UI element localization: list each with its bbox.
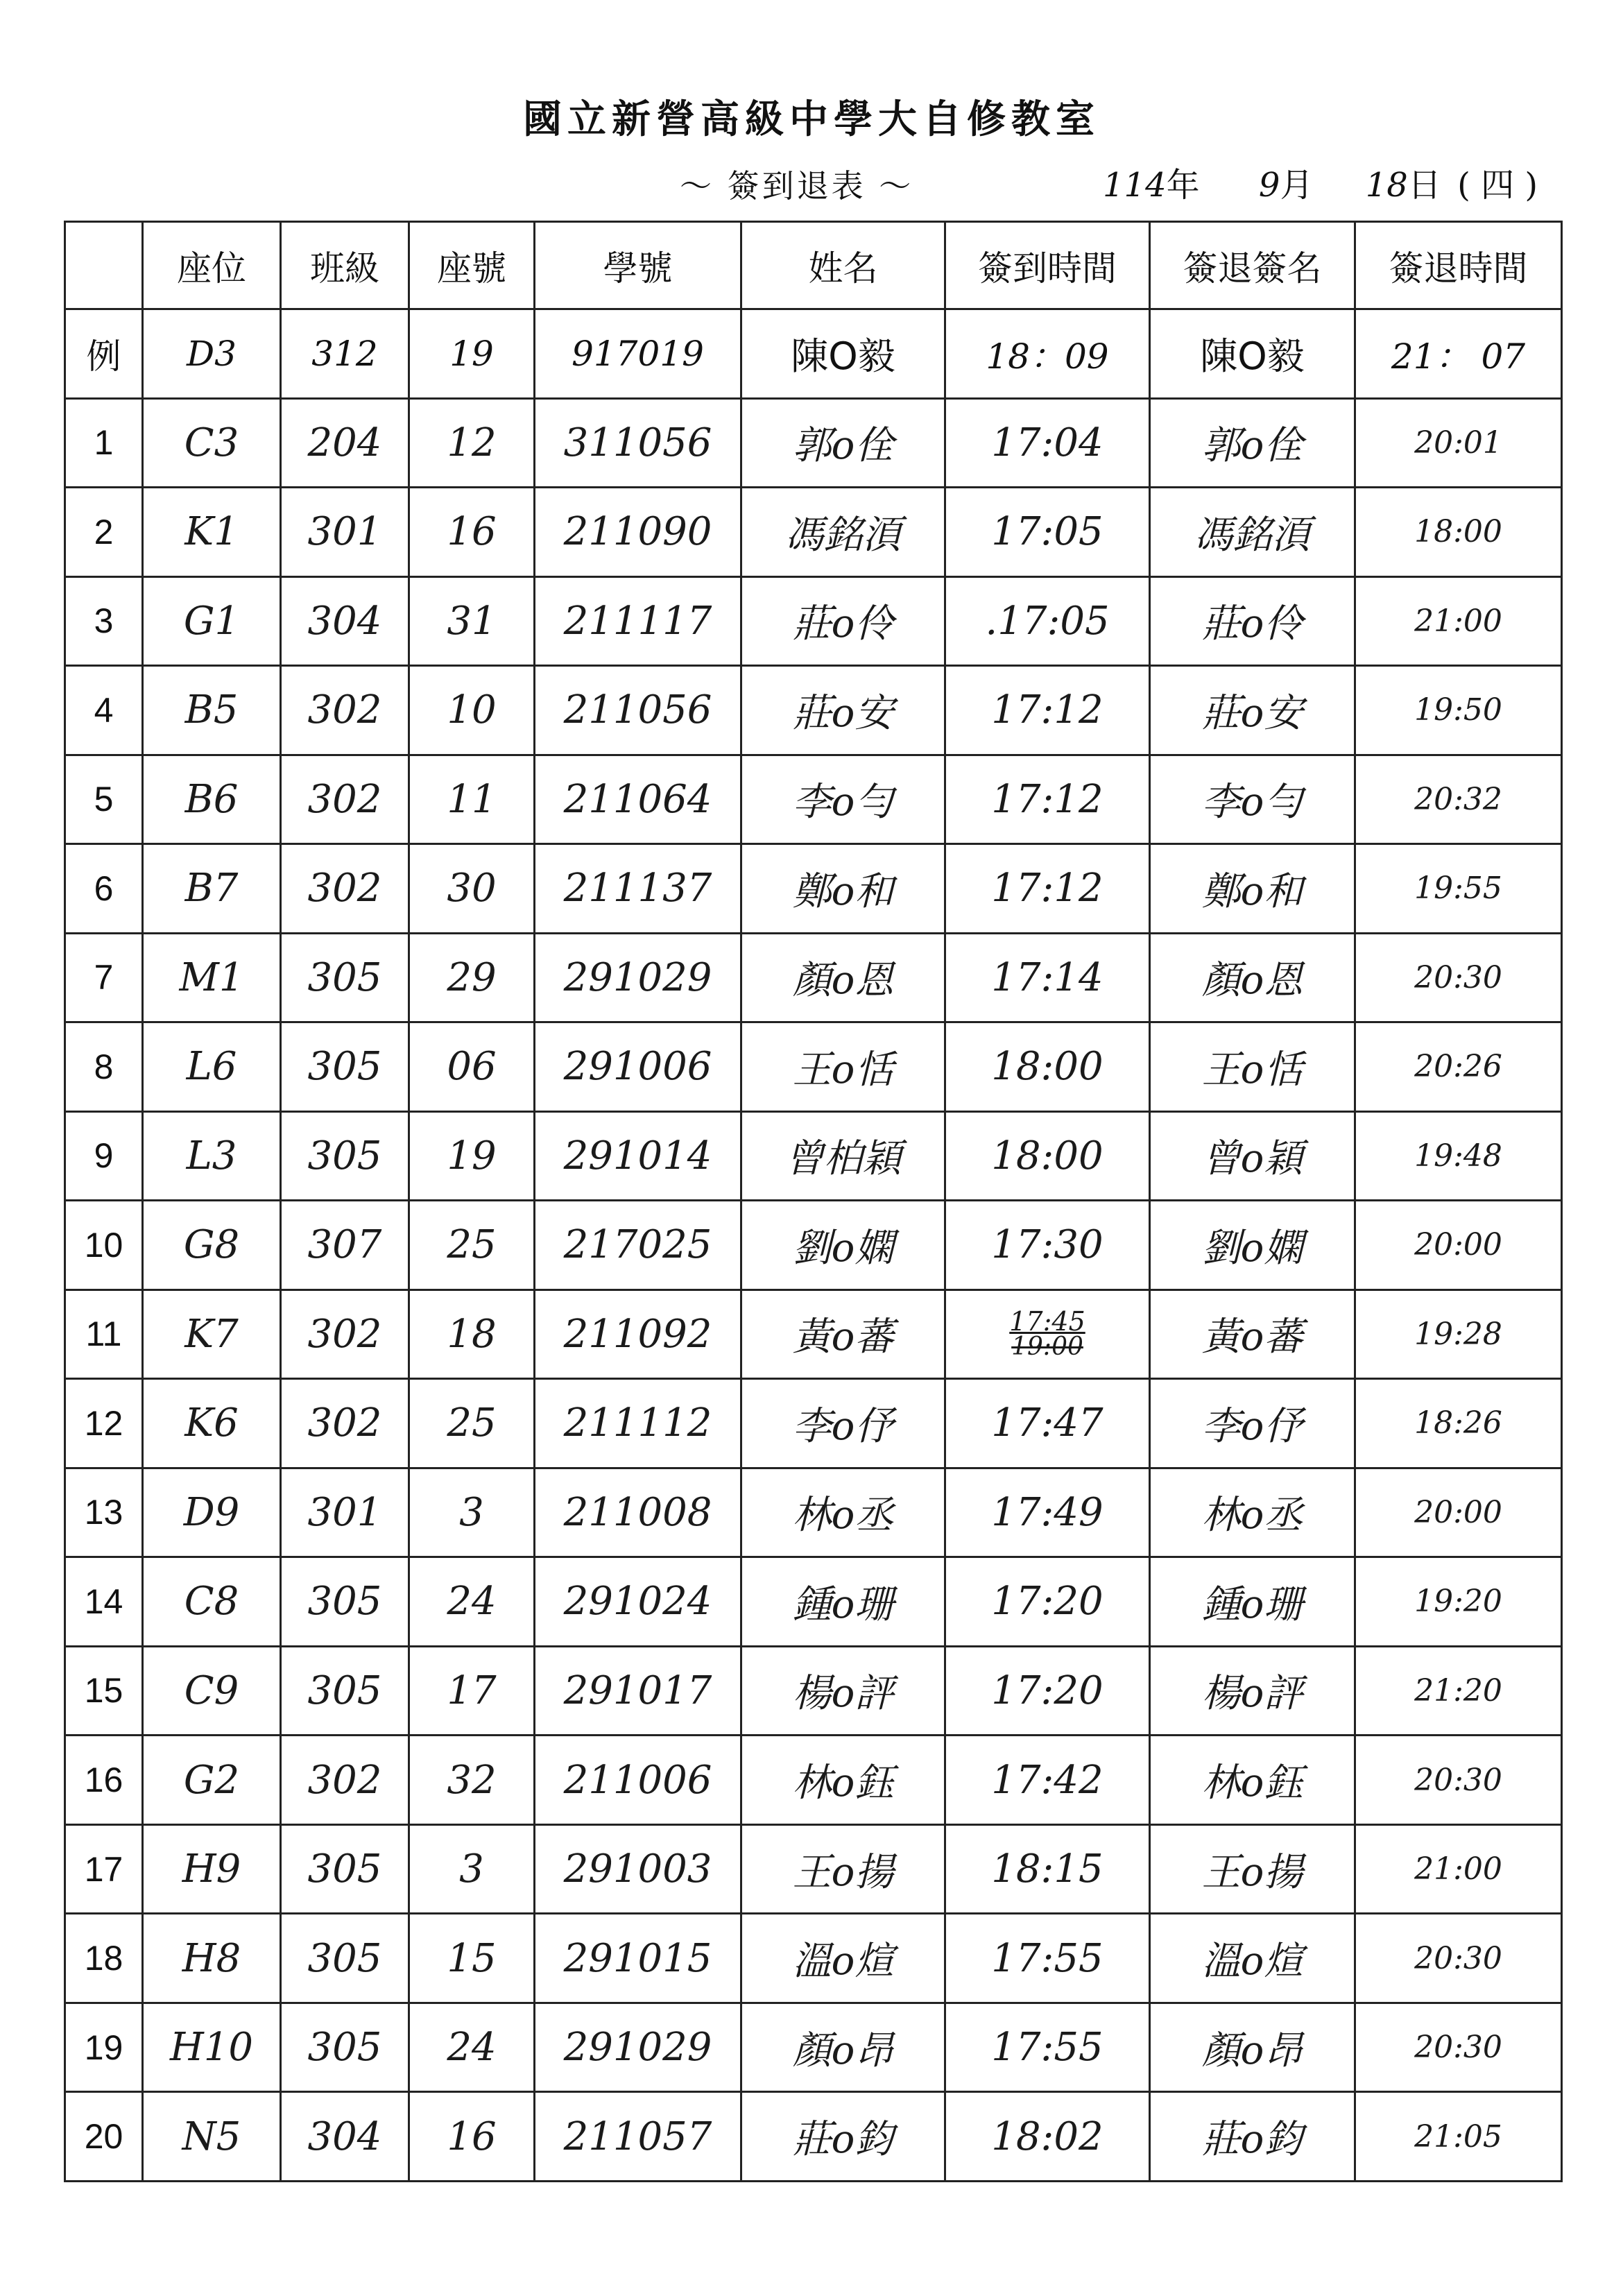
seat-cell: G8: [143, 1201, 281, 1290]
seat-cell: K7: [143, 1290, 281, 1379]
seat-number-cell: 25: [409, 1379, 535, 1468]
student-id-cell: 291003: [535, 1824, 741, 1914]
seat-cell: G2: [143, 1736, 281, 1825]
student-id-cell: 211117: [535, 576, 741, 666]
row-number: 3: [65, 576, 143, 666]
seat-number-cell: 29: [409, 933, 535, 1022]
seat-number-cell: 16: [409, 488, 535, 577]
seat-cell: N5: [143, 2092, 281, 2182]
example-checkin: 18：09: [945, 309, 1150, 399]
table-row: [65, 1022, 1562, 1112]
name-cell: 鍾o珊: [741, 1557, 945, 1647]
checkout-time-cell: 20:30: [1355, 1914, 1562, 2003]
seat-number-cell: 25: [409, 1201, 535, 1290]
date-month: 9: [1258, 166, 1280, 205]
date-year-unit: 年: [1166, 166, 1200, 205]
row-number: 14: [65, 1557, 143, 1647]
table-row: [65, 1736, 1562, 1825]
checkout-sign-cell: 林o鈺: [1150, 1736, 1355, 1825]
date-weekday: ( 四 ): [1457, 166, 1538, 205]
class-cell: 304: [281, 576, 409, 666]
checkout-time-cell: 19:50: [1355, 666, 1562, 755]
seat-cell: B6: [143, 755, 281, 844]
seat-number-cell: 19: [409, 1111, 535, 1201]
col-header-index: [65, 222, 143, 309]
checkout-time-cell: 20:30: [1355, 2003, 1562, 2092]
table-row: [65, 2003, 1562, 2092]
seat-cell: H8: [143, 1914, 281, 2003]
class-cell: 307: [281, 1201, 409, 1290]
student-id-cell: 211056: [535, 666, 741, 755]
row-number: 12: [65, 1379, 143, 1468]
seat-number-cell: 15: [409, 1914, 535, 2003]
checkout-time-cell: 20:26: [1355, 1022, 1562, 1112]
col-header-seat: 座位: [143, 222, 281, 309]
checkout-time-cell: 19:28: [1355, 1290, 1562, 1379]
name-cell: 顏o昂: [741, 2003, 945, 2092]
checkout-sign-cell: 王o恬: [1150, 1022, 1355, 1112]
checkout-sign-cell: 郭o佺: [1150, 398, 1355, 488]
checkout-sign-cell: 顏o昂: [1150, 2003, 1355, 2092]
checkout-sign-cell: 黃o蕃: [1150, 1290, 1355, 1379]
signin-table: [64, 221, 1563, 2182]
row-number: 1: [65, 398, 143, 488]
date-day-unit: 日: [1407, 166, 1441, 205]
checkin-time-cell: [945, 1290, 1150, 1379]
checkout-sign-cell: 曾o穎: [1150, 1111, 1355, 1201]
example-checkout-sign: 陳O毅: [1150, 309, 1355, 399]
seat-cell: K1: [143, 488, 281, 577]
checkout-sign-cell: 顏o恩: [1150, 933, 1355, 1022]
checkin-time-cell: 17:04: [945, 398, 1150, 488]
name-cell: 王o揚: [741, 1824, 945, 1914]
row-number: 10: [65, 1201, 143, 1290]
row-number: 5: [65, 755, 143, 844]
table-row: [65, 488, 1562, 577]
page-title: 國立新營高級中學大自修教室: [523, 97, 1100, 142]
checkin-time-cell: 17:20: [945, 1646, 1150, 1736]
checkout-time-cell: 19:55: [1355, 844, 1562, 934]
form-date: [1103, 158, 1538, 206]
class-cell: 304: [281, 2092, 409, 2182]
header-row: [65, 222, 1562, 309]
table-row: [65, 398, 1562, 488]
seat-number-cell: 18: [409, 1290, 535, 1379]
checkout-sign-cell: 馮銘湏: [1150, 488, 1355, 577]
checkin-time-cell: 18:02: [945, 2092, 1150, 2182]
seat-number-cell: 3: [409, 1824, 535, 1914]
seat-number-cell: 24: [409, 2003, 535, 2092]
row-number: 8: [65, 1022, 143, 1112]
student-id-cell: 211092: [535, 1290, 741, 1379]
checkin-time-cell: 17:12: [945, 844, 1150, 934]
student-id-cell: 211137: [535, 844, 741, 934]
name-cell: 鄭o和: [741, 844, 945, 934]
name-cell: 莊o伶: [741, 576, 945, 666]
class-cell: 302: [281, 755, 409, 844]
checkin-struck-time: 19:00: [1011, 1333, 1083, 1362]
student-id-cell: 217025: [535, 1201, 741, 1290]
checkout-time-cell: 18:26: [1355, 1379, 1562, 1468]
seat-number-cell: 30: [409, 844, 535, 934]
checkout-sign-cell: 溫o煊: [1150, 1914, 1355, 2003]
table-row: [65, 1824, 1562, 1914]
student-id-cell: 211006: [535, 1736, 741, 1825]
row-number: 9: [65, 1111, 143, 1201]
seat-number-cell: 12: [409, 398, 535, 488]
example-class: 312: [281, 309, 409, 399]
example-student-id: 917019: [535, 309, 741, 399]
checkin-time-cell: 17:20: [945, 1557, 1150, 1647]
row-number: 2: [65, 488, 143, 577]
checkout-time-cell: 21:00: [1355, 576, 1562, 666]
checkout-time-cell: 19:20: [1355, 1557, 1562, 1647]
name-cell: 顏o恩: [741, 933, 945, 1022]
checkout-sign-cell: 莊o伶: [1150, 576, 1355, 666]
checkout-sign-cell: 劉o嫻: [1150, 1201, 1355, 1290]
col-header-student-id: 學號: [535, 222, 741, 309]
name-cell: 黃o蕃: [741, 1290, 945, 1379]
student-id-cell: 291029: [535, 2003, 741, 2092]
checkout-sign-cell: 莊o鈞: [1150, 2092, 1355, 2182]
seat-number-cell: 17: [409, 1646, 535, 1736]
row-number: 18: [65, 1914, 143, 2003]
row-number: 15: [65, 1646, 143, 1736]
class-cell: 305: [281, 1824, 409, 1914]
table-row: [65, 933, 1562, 1022]
checkin-time-cell: 18:00: [945, 1111, 1150, 1201]
table-row: [65, 1557, 1562, 1647]
name-cell: 李o伃: [741, 1379, 945, 1468]
student-id-cell: 291014: [535, 1111, 741, 1201]
checkin-time-cell: .17:05: [945, 576, 1150, 666]
checkout-time-cell: 20:00: [1355, 1468, 1562, 1557]
seat-cell: K6: [143, 1379, 281, 1468]
checkin-time-cell: 18:00: [945, 1022, 1150, 1112]
row-number: 4: [65, 666, 143, 755]
table-row: [65, 666, 1562, 755]
col-header-checkout-time: 簽退時間: [1355, 222, 1562, 309]
col-header-name: 姓名: [741, 222, 945, 309]
checkout-sign-cell: 莊o安: [1150, 666, 1355, 755]
table-row: [65, 1914, 1562, 2003]
student-id-cell: 291006: [535, 1022, 741, 1112]
class-cell: 302: [281, 1736, 409, 1825]
seat-number-cell: 3: [409, 1468, 535, 1557]
row-number: 6: [65, 844, 143, 934]
checkin-time-cell: 17:49: [945, 1468, 1150, 1557]
col-header-checkout-sign: 簽退簽名: [1150, 222, 1355, 309]
class-cell: 302: [281, 666, 409, 755]
example-seat: D3: [143, 309, 281, 399]
checkout-time-cell: 18:00: [1355, 488, 1562, 577]
date-day: 18: [1365, 166, 1408, 205]
class-cell: 305: [281, 933, 409, 1022]
name-cell: 莊o鈞: [741, 2092, 945, 2182]
student-id-cell: 291029: [535, 933, 741, 1022]
seat-cell: B5: [143, 666, 281, 755]
table-row: [65, 1379, 1562, 1468]
example-label: 例: [65, 309, 143, 399]
table-row: [65, 576, 1562, 666]
student-id-cell: 291017: [535, 1646, 741, 1736]
checkout-sign-cell: 王o揚: [1150, 1824, 1355, 1914]
checkin-time-cell: 17:55: [945, 1914, 1150, 2003]
student-id-cell: 311056: [535, 398, 741, 488]
row-number: 17: [65, 1824, 143, 1914]
checkout-time-cell: 21:05: [1355, 2092, 1562, 2182]
seat-number-cell: 24: [409, 1557, 535, 1647]
name-cell: 王o恬: [741, 1022, 945, 1112]
seat-cell: G1: [143, 576, 281, 666]
checkout-sign-cell: 楊o評: [1150, 1646, 1355, 1736]
checkout-sign-cell: 林o丞: [1150, 1468, 1355, 1557]
seat-cell: C8: [143, 1557, 281, 1647]
seat-number-cell: 06: [409, 1022, 535, 1112]
checkin-corrected-time: 17:45: [1009, 1306, 1085, 1337]
checkout-sign-cell: 李o伃: [1150, 1379, 1355, 1468]
name-cell: 莊o安: [741, 666, 945, 755]
col-header-class: 班級: [281, 222, 409, 309]
checkout-time-cell: 21:00: [1355, 1824, 1562, 1914]
student-id-cell: 291015: [535, 1914, 741, 2003]
seat-cell: L6: [143, 1022, 281, 1112]
seat-cell: L3: [143, 1111, 281, 1201]
name-cell: 劉o嫻: [741, 1201, 945, 1290]
row-number: 11: [65, 1290, 143, 1379]
checkin-time-cell: 17:12: [945, 666, 1150, 755]
name-cell: 楊o評: [741, 1646, 945, 1736]
checkout-time-cell: 20:01: [1355, 398, 1562, 488]
name-cell: 曾柏穎: [741, 1111, 945, 1201]
checkout-sign-cell: 鄭o和: [1150, 844, 1355, 934]
checkin-time-cell: 18:15: [945, 1824, 1150, 1914]
seat-number-cell: 16: [409, 2092, 535, 2182]
student-id-cell: 211064: [535, 755, 741, 844]
class-cell: 204: [281, 398, 409, 488]
checkin-time-cell: 17:12: [945, 755, 1150, 844]
seat-cell: D9: [143, 1468, 281, 1557]
name-cell: 郭o佺: [741, 398, 945, 488]
col-header-checkin-time: 簽到時間: [945, 222, 1150, 309]
class-cell: 302: [281, 844, 409, 934]
seat-cell: H10: [143, 2003, 281, 2092]
col-header-number: 座號: [409, 222, 535, 309]
student-id-cell: 211090: [535, 488, 741, 577]
seat-number-cell: 11: [409, 755, 535, 844]
table-row: [65, 1201, 1562, 1290]
row-number: 16: [65, 1736, 143, 1825]
table-row: [65, 2092, 1562, 2182]
table-row: [65, 755, 1562, 844]
date-month-unit: 月: [1280, 166, 1314, 205]
class-cell: 305: [281, 1646, 409, 1736]
row-number: 13: [65, 1468, 143, 1557]
student-id-cell: 211008: [535, 1468, 741, 1557]
name-cell: 李o勻: [741, 755, 945, 844]
name-cell: 林o鈺: [741, 1736, 945, 1825]
form-subtitle: ～ 簽到退表 ～: [680, 167, 914, 205]
name-cell: 溫o煊: [741, 1914, 945, 2003]
checkout-time-cell: 20:00: [1355, 1201, 1562, 1290]
class-cell: 305: [281, 1022, 409, 1112]
seat-cell: C9: [143, 1646, 281, 1736]
seat-number-cell: 32: [409, 1736, 535, 1825]
example-row: [65, 309, 1562, 399]
table-row: [65, 1468, 1562, 1557]
student-id-cell: 211112: [535, 1379, 741, 1468]
student-id-cell: 291024: [535, 1557, 741, 1647]
checkin-time-cell: 17:55: [945, 2003, 1150, 2092]
checkout-time-cell: 21:20: [1355, 1646, 1562, 1736]
class-cell: 302: [281, 1290, 409, 1379]
table-row: [65, 844, 1562, 934]
checkout-time-cell: 19:48: [1355, 1111, 1562, 1201]
class-cell: 305: [281, 1557, 409, 1647]
seat-number-cell: 10: [409, 666, 535, 755]
seat-cell: M1: [143, 933, 281, 1022]
class-cell: 301: [281, 488, 409, 577]
student-id-cell: 211057: [535, 2092, 741, 2182]
seat-cell: H9: [143, 1824, 281, 1914]
checkout-sign-cell: 鍾o珊: [1150, 1557, 1355, 1647]
table-row: [65, 1290, 1562, 1379]
class-cell: 305: [281, 2003, 409, 2092]
checkout-time-cell: 20:32: [1355, 755, 1562, 844]
class-cell: 305: [281, 1111, 409, 1201]
seat-cell: C3: [143, 398, 281, 488]
example-checkout: 21： 07: [1355, 309, 1562, 399]
checkin-time-cell: 17:30: [945, 1201, 1150, 1290]
checkin-time-cell: 17:05: [945, 488, 1150, 577]
date-year: 114: [1103, 166, 1167, 205]
checkin-time-cell: 17:14: [945, 933, 1150, 1022]
row-number: 20: [65, 2092, 143, 2182]
table-row: [65, 1111, 1562, 1201]
example-name: 陳O毅: [741, 309, 945, 399]
checkin-time-cell: 17:47: [945, 1379, 1150, 1468]
class-cell: 301: [281, 1468, 409, 1557]
checkin-time-cell: 17:42: [945, 1736, 1150, 1825]
checkout-time-cell: 20:30: [1355, 933, 1562, 1022]
seat-number-cell: 31: [409, 576, 535, 666]
checkout-sign-cell: 李o勻: [1150, 755, 1355, 844]
name-cell: 林o丞: [741, 1468, 945, 1557]
seat-cell: B7: [143, 844, 281, 934]
example-number: 19: [409, 309, 535, 399]
class-cell: 302: [281, 1379, 409, 1468]
name-cell: 馮銘湏: [741, 488, 945, 577]
checkout-time-cell: 20:30: [1355, 1736, 1562, 1825]
row-number: 7: [65, 933, 143, 1022]
class-cell: 305: [281, 1914, 409, 2003]
row-number: 19: [65, 2003, 143, 2092]
table-row: [65, 1646, 1562, 1736]
